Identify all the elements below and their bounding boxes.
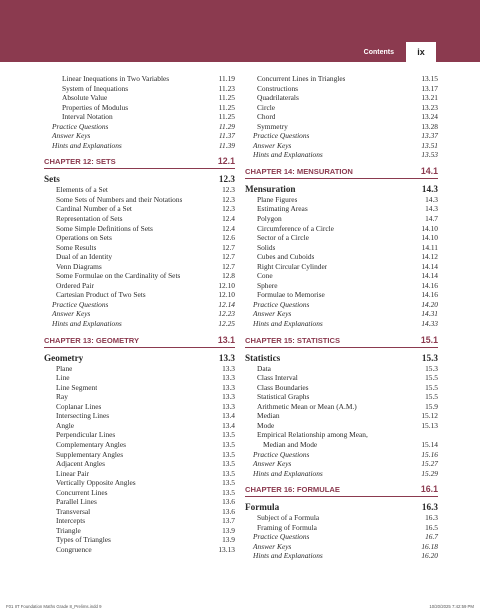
toc-backmatter-entry: [44, 300, 235, 310]
entry-title: CHAPTER 12: SETS: [44, 157, 116, 167]
toc-entry: [44, 74, 235, 84]
entry-page-number: 13.6: [222, 497, 235, 507]
entry-title: Arithmetic Mean or Mean (A.M.): [257, 401, 357, 411]
entry-title: Class Interval: [257, 373, 298, 383]
entry-page-number: 15.5: [425, 382, 438, 392]
entry-title: Median: [257, 411, 280, 421]
entry-page-number: 12.1: [217, 156, 235, 167]
entry-title: Some Results: [56, 242, 97, 252]
entry-title: Vertically Opposite Angles: [56, 478, 136, 488]
entry-page-number: 11.39: [218, 140, 235, 150]
toc-entry: [245, 243, 438, 253]
toc-entry: [44, 535, 235, 545]
toc-entry: [44, 545, 235, 555]
toc-entry: [44, 93, 235, 103]
chapter-heading: [245, 335, 438, 348]
entry-title: Answer Keys: [253, 541, 292, 551]
entry-title: Transversal: [56, 506, 91, 516]
entry-page-number: 12.3: [222, 194, 235, 204]
toc-backmatter-entry: [245, 450, 438, 460]
entry-title: Coplanar Lines: [56, 401, 102, 411]
entry-title: Class Boundaries: [257, 382, 309, 392]
entry-page-number: 13.28: [421, 121, 438, 131]
entry-title: Empirical Relationship among Mean,: [257, 430, 368, 440]
toc-entry: [245, 430, 438, 440]
entry-title: Hints and Explanations: [253, 150, 323, 160]
toc-entry: [245, 204, 438, 214]
toc-entry: [44, 243, 235, 253]
entry-title: Adjacent Angles: [56, 459, 106, 469]
entry-page-number: 13.21: [421, 93, 438, 103]
entry-title: CHAPTER 14: MENSURATION: [245, 166, 353, 176]
entry-page-number: 16.1: [420, 484, 438, 495]
entry-page-number: 14.7: [425, 214, 438, 224]
entry-page-number: 11.25: [218, 102, 235, 112]
entry-page-number: 13.24: [421, 112, 438, 122]
toc-entry: [44, 103, 235, 113]
entry-title: Answer Keys: [253, 309, 292, 319]
entry-page-number: 12.6: [222, 233, 235, 243]
toc-entry: [245, 421, 438, 431]
entry-page-number: 13.5: [222, 459, 235, 469]
toc-backmatter-entry: [245, 551, 438, 561]
toc-entry: [245, 74, 438, 84]
entry-title: Operations on Sets: [56, 233, 112, 243]
entry-page-number: 13.5: [222, 449, 235, 459]
entry-page-number: 14.3: [425, 204, 438, 214]
toc-entry: [44, 290, 235, 300]
chapter-heading: [245, 484, 438, 497]
entry-title: Hints and Explanations: [253, 468, 323, 478]
toc-entry: [44, 516, 235, 526]
toc-entry: [245, 93, 438, 103]
entry-title: Mensuration: [245, 183, 296, 194]
entry-page-number: 15.12: [421, 411, 438, 421]
section-heading: [44, 173, 235, 185]
entry-page-number: 16.20: [421, 551, 438, 561]
entry-title: Chord: [257, 112, 276, 122]
entry-title: Plane: [56, 363, 73, 373]
entry-title: Cone: [257, 271, 273, 281]
entry-title: Answer Keys: [52, 309, 91, 319]
entry-page-number: 13.5: [222, 439, 235, 449]
entry-title: Framing of Formula: [257, 522, 317, 532]
entry-title: Hints and Explanations: [52, 319, 122, 329]
toc-entry: [245, 262, 438, 272]
entry-title: Symmetry: [257, 121, 288, 131]
entry-page-number: 14.16: [421, 290, 438, 300]
toc-backmatter-entry: [44, 309, 235, 319]
entry-title: Triangle: [56, 525, 81, 535]
entry-title: Solids: [257, 242, 276, 252]
entry-page-number: 14.3: [421, 183, 438, 194]
toc-entry: [44, 421, 235, 431]
entry-title: Cardinal Number of a Set: [56, 204, 132, 214]
toc-entry: [44, 195, 235, 205]
toc-entry: [44, 233, 235, 243]
toc-entry: [245, 513, 438, 523]
toc-entry: [44, 488, 235, 498]
entry-title: Line: [56, 373, 70, 383]
entry-page-number: 14.10: [421, 223, 438, 233]
entry-title: Practice Questions: [253, 532, 310, 542]
toc-entry: [245, 122, 438, 132]
entry-title: Formula: [245, 502, 280, 513]
entry-page-number: 13.7: [222, 516, 235, 526]
entry-page-number: 12.25: [218, 319, 235, 329]
entry-title: Geometry: [44, 352, 84, 363]
entry-page-number: 13.6: [222, 506, 235, 516]
entry-title: Practice Questions: [253, 131, 310, 141]
toc-entry: [44, 507, 235, 517]
chapter-heading: [44, 335, 235, 348]
entry-title: Concurrent Lines: [56, 487, 108, 497]
section-heading: [245, 183, 438, 195]
entry-page-number: 13.3: [222, 363, 235, 373]
entry-title: Mode: [257, 420, 275, 430]
entry-title: Parallel Lines: [56, 497, 97, 507]
entry-page-number: 16.18: [421, 541, 438, 551]
entry-page-number: 13.3: [218, 352, 235, 363]
entry-page-number: 12.3: [218, 174, 235, 185]
toc-backmatter-entry: [245, 131, 438, 141]
entry-page-number: 13.3: [222, 401, 235, 411]
entry-title: Polygon: [257, 214, 282, 224]
entry-page-number: 16.7: [425, 532, 438, 542]
toc-entry: [245, 281, 438, 291]
entry-page-number: 11.23: [218, 83, 235, 93]
section-heading: [245, 352, 438, 364]
toc-entry: [44, 478, 235, 488]
entry-title: Hints and Explanations: [52, 140, 122, 150]
entry-page-number: 13.9: [222, 535, 235, 545]
toc-entry: [44, 402, 235, 412]
toc-backmatter-entry: [44, 141, 235, 151]
toc-entry: [44, 383, 235, 393]
entry-page-number: 13.4: [222, 411, 235, 421]
entry-title: Intersecting Lines: [56, 411, 110, 421]
entry-page-number: 13.3: [222, 373, 235, 383]
entry-title: Quadrilaterals: [257, 93, 299, 103]
entry-title: Formulae to Memorise: [257, 290, 325, 300]
entry-title: CHAPTER 13: GEOMETRY: [44, 335, 140, 345]
entry-page-number: 14.31: [421, 309, 438, 319]
entry-title: Linear Inequations in Two Variables: [62, 74, 170, 83]
entry-title: Concurrent Lines in Triangles: [257, 74, 346, 83]
entry-title: Some Formulae on the Cardinality of Sets: [56, 271, 181, 281]
entry-page-number: 12.23: [218, 309, 235, 319]
entry-page-number: 14.11: [421, 242, 438, 252]
entry-page-number: 16.3: [421, 502, 438, 513]
entry-page-number: 15.5: [425, 392, 438, 402]
toc-entry: [44, 440, 235, 450]
toc-backmatter-entry: [245, 150, 438, 160]
entry-title: Subject of a Formula: [257, 513, 320, 523]
entry-page-number: 13.37: [421, 131, 438, 141]
entry-page-number: 12.8: [222, 271, 235, 281]
entry-page-number: 16.3: [425, 513, 438, 523]
toc-backmatter-entry: [245, 309, 438, 319]
entry-page-number: 11.37: [218, 131, 235, 141]
entry-page-number: 13.23: [421, 102, 438, 112]
entry-title: Circumference of a Circle: [257, 223, 334, 233]
print-footer: [0, 600, 480, 615]
entry-title: Median and Mode: [263, 439, 318, 449]
entry-page-number: 13.5: [222, 468, 235, 478]
entry-page-number: 13.5: [222, 430, 235, 440]
toc-entry: [245, 112, 438, 122]
footer-timestamp: 10/20/2025 7:42:59 PM: [429, 604, 474, 609]
entry-page-number: 13.5: [222, 478, 235, 488]
entry-page-number: 14.3: [425, 194, 438, 204]
entry-page-number: 15.29: [421, 468, 438, 478]
entry-page-number: 15.13: [421, 420, 438, 430]
entry-title: Properties of Modulus: [62, 102, 129, 112]
footer-file-name: F01 IIT Foundation Maths Grade 8_Prelims.indd 9: [6, 604, 102, 609]
toc-entry: [44, 364, 235, 374]
entry-title: CHAPTER 16: FORMULAE: [245, 485, 340, 495]
toc-entry: [44, 224, 235, 234]
entry-title: Interval Notation: [62, 112, 113, 122]
entry-page-number: 12.7: [222, 261, 235, 271]
toc-entry: [245, 233, 438, 243]
entry-page-number: 12.10: [218, 280, 235, 290]
toc-entry: [44, 411, 235, 421]
entry-page-number: 12.4: [222, 214, 235, 224]
entry-title: Line Segment: [56, 382, 98, 392]
entry-title: Congruence: [56, 544, 92, 554]
entry-title: Some Sets of Numbers and their Notations: [56, 194, 183, 204]
entry-title: Sphere: [257, 280, 278, 290]
toc-entry: [44, 469, 235, 479]
entry-page-number: 13.3: [222, 382, 235, 392]
entry-page-number: 12.7: [222, 252, 235, 262]
entry-page-number: 13.3: [222, 392, 235, 402]
toc-entry: [44, 526, 235, 536]
chapter-heading: [44, 156, 235, 169]
toc-entry: [44, 459, 235, 469]
entry-page-number: 15.3: [421, 352, 438, 363]
toc-entry: [245, 271, 438, 281]
entry-title: Plane Figures: [257, 194, 298, 204]
entry-page-number: 13.9: [222, 525, 235, 535]
entry-page-number: 15.27: [421, 459, 438, 469]
entry-page-number: 13.5: [222, 487, 235, 497]
entry-page-number: 13.1: [217, 334, 235, 345]
entry-page-number: 13.53: [421, 150, 438, 160]
entry-title: Hints and Explanations: [253, 551, 323, 561]
toc-entry: [44, 392, 235, 402]
entry-title: Perpendicular Lines: [56, 430, 116, 440]
entry-page-number: 13.13: [218, 544, 235, 554]
entry-title: Supplementary Angles: [56, 449, 124, 459]
toc-entry: [44, 430, 235, 440]
toc-entry: [245, 440, 438, 450]
toc-right-column: [245, 74, 438, 561]
entry-page-number: 11.25: [218, 93, 235, 103]
entry-title: Types of Triangles: [56, 535, 111, 545]
toc-entry: [44, 84, 235, 94]
entry-page-number: 11.29: [218, 121, 235, 131]
page-number: ix: [417, 47, 425, 57]
entry-title: Ray: [56, 392, 68, 402]
toc-left-column: [44, 74, 235, 555]
entry-title: Practice Questions: [253, 299, 310, 309]
toc-backmatter-entry: [245, 459, 438, 469]
entry-title: System of Inequations: [62, 83, 129, 93]
toc-entry: [245, 364, 438, 374]
entry-title: Practice Questions: [253, 449, 310, 459]
entry-page-number: 15.16: [421, 449, 438, 459]
toc-backmatter-entry: [245, 319, 438, 329]
entry-title: Answer Keys: [253, 459, 292, 469]
toc-entry: [44, 281, 235, 291]
entry-page-number: 15.14: [421, 439, 438, 449]
entry-page-number: 15.3: [425, 363, 438, 373]
entry-page-number: 14.16: [421, 280, 438, 290]
entry-title: Cartesian Product of Two Sets: [56, 290, 146, 300]
entry-title: Circle: [257, 102, 276, 112]
entry-page-number: 16.5: [425, 522, 438, 532]
toc-entry: [245, 402, 438, 412]
entry-page-number: 12.7: [222, 242, 235, 252]
entry-page-number: 13.4: [222, 420, 235, 430]
entry-title: Practice Questions: [52, 121, 109, 131]
entry-page-number: 13.17: [421, 83, 438, 93]
entry-page-number: 14.14: [421, 271, 438, 281]
toc-backmatter-entry: [245, 469, 438, 479]
entry-title: Sets: [44, 174, 60, 185]
toc-backmatter-entry: [44, 131, 235, 141]
toc-entry: [245, 84, 438, 94]
entry-page-number: 11.25: [218, 112, 235, 122]
toc-entry: [44, 214, 235, 224]
toc-entry: [245, 290, 438, 300]
entry-page-number: 11.19: [218, 74, 235, 83]
toc-entry: [245, 214, 438, 224]
entry-page-number: 12.3: [222, 185, 235, 195]
toc-entry: [44, 112, 235, 122]
toc-entry: [44, 271, 235, 281]
entry-title: Data: [257, 363, 271, 373]
entry-page-number: 15.1: [420, 334, 438, 345]
entry-title: Hints and Explanations: [253, 319, 323, 329]
entry-title: Venn Diagrams: [56, 261, 102, 271]
section-heading: [245, 501, 438, 513]
toc-backmatter-entry: [245, 532, 438, 542]
entry-title: Intercepts: [56, 516, 86, 526]
toc-backmatter-entry: [245, 300, 438, 310]
entry-title: Right Circular Cylinder: [257, 261, 328, 271]
entry-page-number: 14.20: [421, 299, 438, 309]
toc-entry: [245, 392, 438, 402]
toc-entry: [44, 450, 235, 460]
entry-page-number: 14.10: [421, 233, 438, 243]
entry-title: Answer Keys: [253, 140, 292, 150]
toc-backmatter-entry: [245, 141, 438, 151]
entry-title: Absolute Value: [62, 93, 108, 103]
section-title: Contents: [363, 49, 394, 56]
entry-page-number: 14.12: [421, 252, 438, 262]
entry-page-number: 14.33: [421, 319, 438, 329]
toc-entry: [245, 103, 438, 113]
entry-page-number: 12.3: [222, 204, 235, 214]
toc-backmatter-entry: [44, 319, 235, 329]
toc-entry: [245, 523, 438, 533]
entry-title: CHAPTER 15: STATISTICS: [245, 335, 341, 345]
entry-title: Elements of a Set: [56, 185, 108, 195]
entry-title: Some Simple Definitions of Sets: [56, 223, 153, 233]
entry-title: Estimating Areas: [257, 204, 308, 214]
entry-title: Cubes and Cuboids: [257, 252, 315, 262]
chapter-heading: [245, 166, 438, 179]
toc-entry: [44, 252, 235, 262]
toc-entry: [245, 383, 438, 393]
entry-title: Dual of an Identity: [56, 252, 113, 262]
entry-page-number: 13.51: [421, 140, 438, 150]
toc-entry: [245, 252, 438, 262]
entry-title: Ordered Pair: [56, 280, 94, 290]
entry-page-number: 15.5: [425, 373, 438, 383]
toc-entry: [245, 224, 438, 234]
entry-page-number: 12.4: [222, 223, 235, 233]
entry-title: Linear Pair: [56, 468, 90, 478]
entry-title: Sector of a Circle: [257, 233, 309, 243]
entry-title: Complementary Angles: [56, 439, 126, 449]
toc-entry: [245, 373, 438, 383]
toc-entry: [44, 373, 235, 383]
entry-page-number: 15.9: [425, 401, 438, 411]
toc-entry: [44, 497, 235, 507]
entry-title: Practice Questions: [52, 299, 109, 309]
entry-title: Representation of Sets: [56, 214, 123, 224]
entry-page-number: 14.14: [421, 261, 438, 271]
entry-title: Angle: [56, 420, 75, 430]
toc-entry: [245, 195, 438, 205]
toc-entry: [44, 204, 235, 214]
toc-entry: [44, 262, 235, 272]
section-heading: [44, 352, 235, 364]
entry-title: Answer Keys: [52, 131, 91, 141]
toc-backmatter-entry: [44, 122, 235, 132]
entry-title: Constructions: [257, 83, 299, 93]
entry-page-number: 12.14: [218, 299, 235, 309]
entry-page-number: 12.10: [218, 290, 235, 300]
entry-page-number: 13.15: [421, 74, 438, 83]
toc-entry: [44, 185, 235, 195]
toc-backmatter-entry: [245, 542, 438, 552]
entry-title: Statistical Graphs: [257, 392, 310, 402]
entry-title: Statistics: [245, 352, 281, 363]
toc-entry: [245, 411, 438, 421]
entry-page-number: 14.1: [420, 165, 438, 176]
